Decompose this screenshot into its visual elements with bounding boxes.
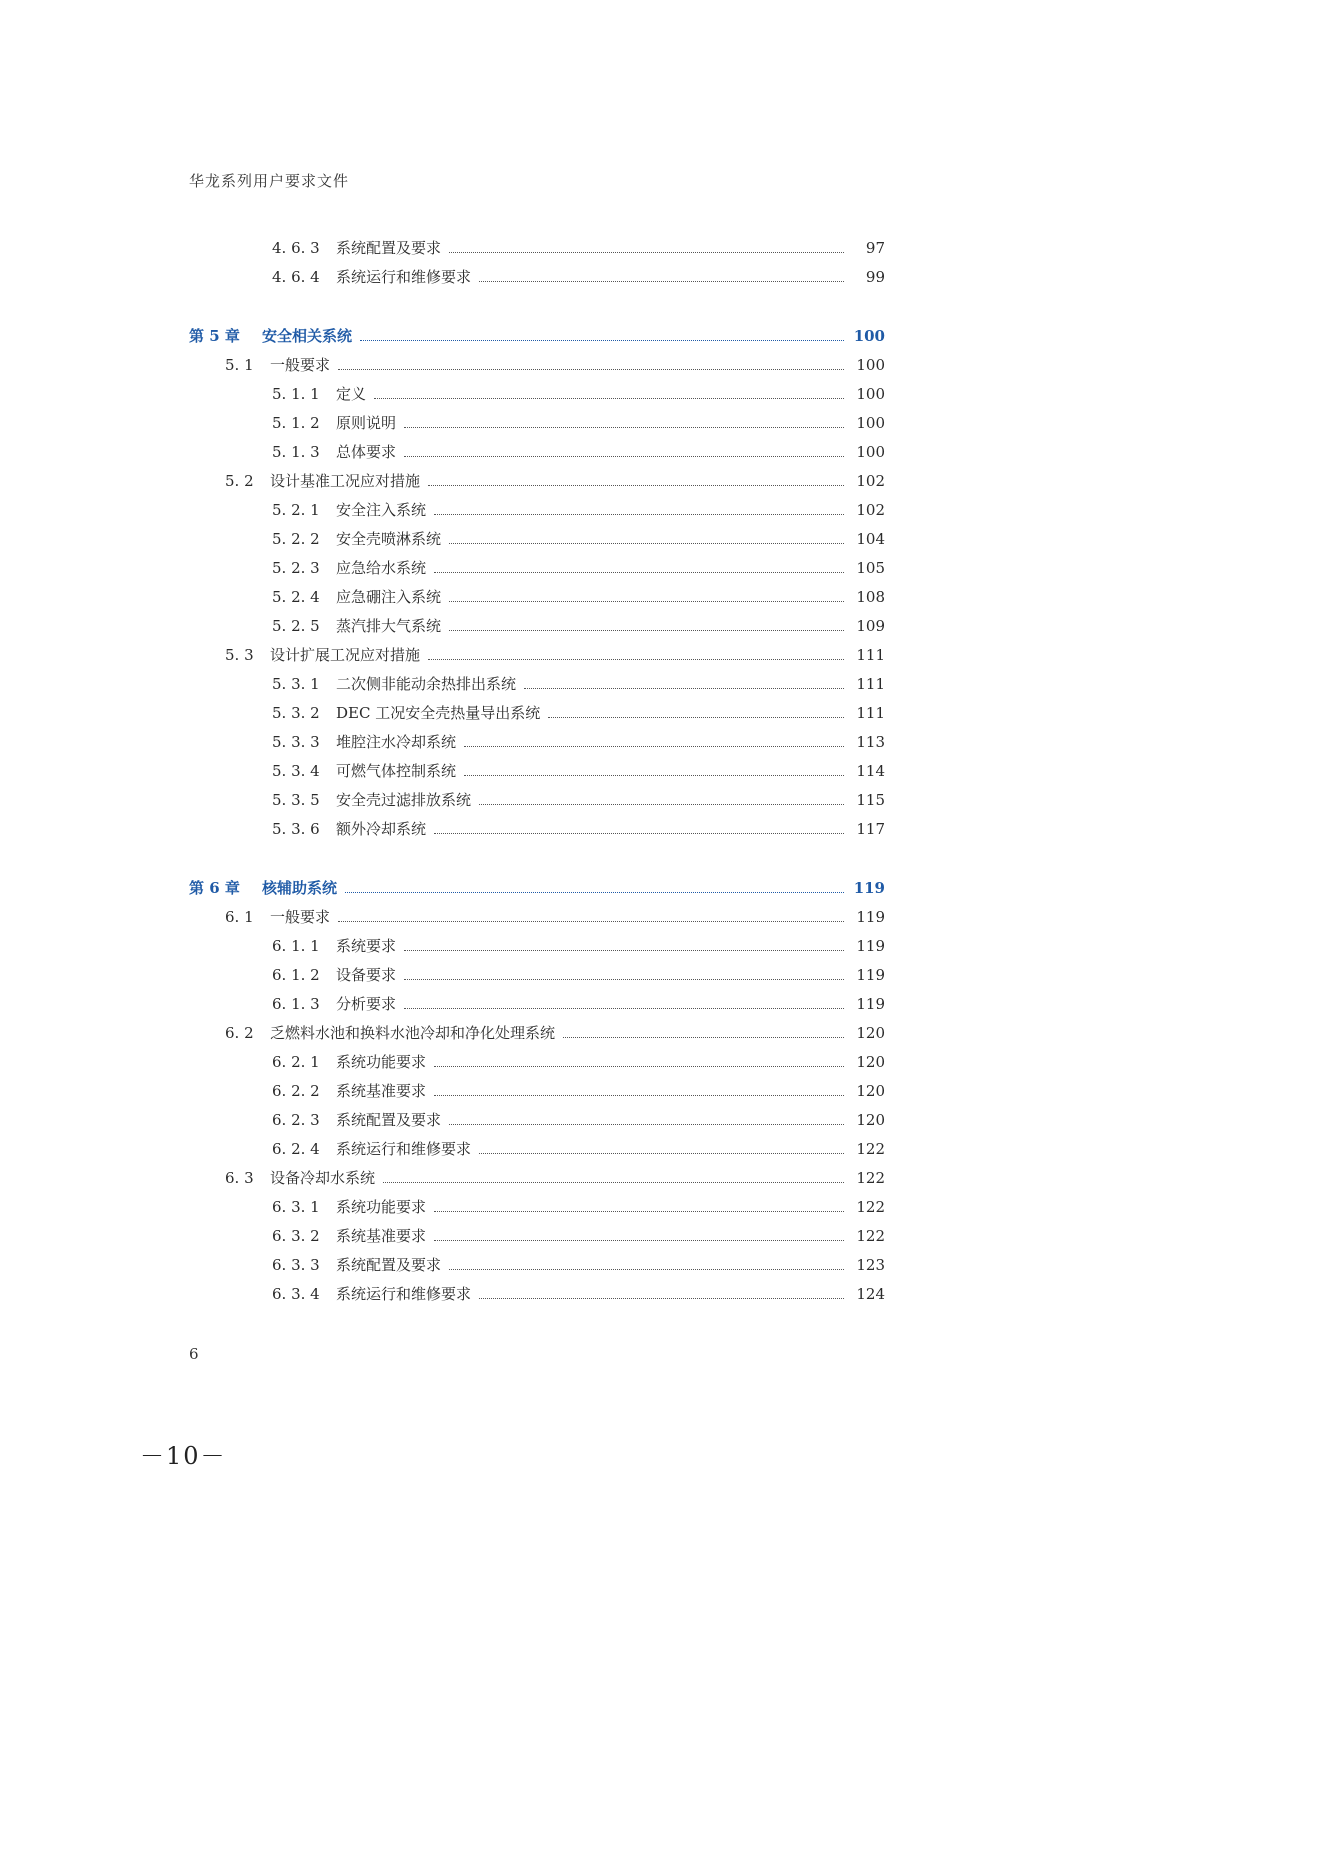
toc-entry-page: 117 bbox=[845, 818, 885, 840]
toc-entry-number: 6. 2. 1 bbox=[272, 1053, 320, 1071]
toc-entry-title: 额外冷却系统 bbox=[336, 818, 432, 840]
toc-entry-page: 122 bbox=[845, 1138, 885, 1160]
toc-entry-page: 111 bbox=[845, 702, 885, 724]
toc-entry-title: 堆腔注水冷却系统 bbox=[336, 731, 462, 753]
toc-entry[interactable] bbox=[0, 1254, 1100, 1276]
toc-entry-title: 应急给水系统 bbox=[336, 557, 432, 579]
toc-entry[interactable] bbox=[0, 644, 1100, 666]
toc-entry-number: 5. 2. 3 bbox=[272, 559, 320, 577]
toc-entry-title: 系统运行和维修要求 bbox=[336, 1283, 477, 1305]
toc-entry[interactable] bbox=[0, 673, 1100, 695]
toc-entry[interactable] bbox=[0, 354, 1100, 376]
toc-entry-page: 120 bbox=[845, 1109, 885, 1131]
toc-entry-title: 设计扩展工况应对措施 bbox=[270, 644, 426, 666]
toc-entry-number: 6. 2. 4 bbox=[272, 1140, 320, 1158]
toc-entry-page: 124 bbox=[845, 1283, 885, 1305]
toc-entry-title: 原则说明 bbox=[336, 412, 402, 434]
toc-entry-page: 120 bbox=[845, 1022, 885, 1044]
toc-entry[interactable] bbox=[0, 935, 1100, 957]
toc-entry-number: 5. 3. 4 bbox=[272, 762, 320, 780]
toc-entry-page: 100 bbox=[845, 383, 885, 405]
toc-entry-title: 系统要求 bbox=[336, 935, 402, 957]
toc-entry-page: 109 bbox=[845, 615, 885, 637]
toc-leader-dots bbox=[434, 811, 844, 834]
toc-entry-number: 6. 1. 1 bbox=[272, 937, 320, 955]
toc-entry-number: 6. 3. 4 bbox=[272, 1285, 320, 1303]
toc-entry[interactable] bbox=[0, 964, 1100, 986]
toc-entry-title: 一般要求 bbox=[270, 354, 336, 376]
toc-entry-title: 系统配置及要求 bbox=[336, 1254, 447, 1276]
toc-leader-dots bbox=[449, 608, 844, 631]
toc-entry-number: 5. 2. 1 bbox=[272, 501, 320, 519]
toc-entry[interactable] bbox=[0, 1109, 1100, 1131]
toc-entry-title: 设备冷却水系统 bbox=[270, 1167, 381, 1189]
toc-entry-page: 108 bbox=[845, 586, 885, 608]
toc-entry-page: 120 bbox=[845, 1051, 885, 1073]
toc-leader-dots bbox=[449, 1102, 844, 1125]
toc-entry[interactable] bbox=[0, 818, 1100, 840]
toc-entry-number: 5. 2. 4 bbox=[272, 588, 320, 606]
toc-entry-number: 6. 3. 3 bbox=[272, 1256, 320, 1274]
toc-entry[interactable] bbox=[0, 470, 1100, 492]
toc-entry[interactable] bbox=[0, 615, 1100, 637]
toc-entry-number: 6. 3 bbox=[225, 1169, 254, 1187]
toc-entry-number: 5. 2. 5 bbox=[272, 617, 320, 635]
toc-entry-page: 111 bbox=[845, 673, 885, 695]
toc-entry-page: 119 bbox=[845, 935, 885, 957]
toc-entry-page: 102 bbox=[845, 499, 885, 521]
toc-entry[interactable] bbox=[0, 383, 1100, 405]
toc-entry-title: 应急硼注入系统 bbox=[336, 586, 447, 608]
toc-entry-number: 5. 1. 1 bbox=[272, 385, 320, 403]
toc-entry-page: 105 bbox=[845, 557, 885, 579]
toc-entry[interactable] bbox=[0, 993, 1100, 1015]
toc-entry-title: 安全相关系统 bbox=[262, 325, 358, 347]
toc-leader-dots bbox=[464, 753, 844, 776]
toc-leader-dots bbox=[434, 550, 844, 573]
toc-entry-page: 113 bbox=[845, 731, 885, 753]
toc-leader-dots bbox=[479, 1131, 844, 1154]
toc-entry[interactable] bbox=[0, 441, 1100, 463]
toc-leader-dots bbox=[404, 957, 844, 980]
toc-entry[interactable] bbox=[0, 1138, 1100, 1160]
toc-leader-dots bbox=[345, 870, 844, 893]
toc-entry[interactable] bbox=[0, 789, 1100, 811]
toc-entry-number: 6. 3. 2 bbox=[272, 1227, 320, 1245]
toc-entry[interactable] bbox=[0, 1167, 1100, 1189]
toc-leader-dots bbox=[449, 1247, 844, 1270]
toc-leader-dots bbox=[434, 1044, 844, 1067]
toc-entry-title: 系统运行和维修要求 bbox=[336, 266, 477, 288]
toc-entry-page: 102 bbox=[845, 470, 885, 492]
toc-entry[interactable] bbox=[0, 1283, 1100, 1305]
toc-entry-title: 系统功能要求 bbox=[336, 1196, 432, 1218]
toc-entry-title: DEC 工况安全壳热量导出系统 bbox=[336, 702, 546, 724]
toc-entry-title: 系统功能要求 bbox=[336, 1051, 432, 1073]
page-number: 6 bbox=[189, 1345, 199, 1363]
toc-entry-title: 安全壳喷淋系统 bbox=[336, 528, 447, 550]
toc-entry-title: 设计基准工况应对措施 bbox=[270, 470, 426, 492]
toc-leader-dots bbox=[563, 1015, 844, 1038]
toc-entry[interactable] bbox=[0, 266, 1100, 288]
toc-entry-title: 系统配置及要求 bbox=[336, 237, 447, 259]
toc-entry-page: 119 bbox=[845, 964, 885, 986]
toc-entry[interactable] bbox=[0, 1051, 1100, 1073]
toc-leader-dots bbox=[434, 1218, 844, 1241]
toc-entry-title: 定义 bbox=[336, 383, 372, 405]
toc-entry-page: 97 bbox=[845, 237, 885, 259]
toc-leader-dots bbox=[404, 405, 844, 428]
toc-entry[interactable] bbox=[0, 731, 1100, 753]
toc-entry-number: 5. 2 bbox=[225, 472, 254, 490]
toc-entry[interactable] bbox=[0, 1225, 1100, 1247]
toc-entry-number: 5. 3. 5 bbox=[272, 791, 320, 809]
toc-entry[interactable] bbox=[0, 586, 1100, 608]
toc-entry-number: 5. 1. 2 bbox=[272, 414, 320, 432]
toc-leader-dots bbox=[338, 347, 844, 370]
toc-leader-dots bbox=[338, 899, 844, 922]
toc-entry-number: 6. 2. 2 bbox=[272, 1082, 320, 1100]
toc-entry-title: 设备要求 bbox=[336, 964, 402, 986]
toc-entry-page: 114 bbox=[845, 760, 885, 782]
toc-entry-page: 122 bbox=[845, 1167, 885, 1189]
toc-entry-number: 6. 2 bbox=[225, 1024, 254, 1042]
toc-entry-number: 6. 1. 3 bbox=[272, 995, 320, 1013]
toc-entry-title: 安全壳过滤排放系统 bbox=[336, 789, 477, 811]
toc-entry-number: 6. 2. 3 bbox=[272, 1111, 320, 1129]
toc-leader-dots bbox=[428, 637, 844, 660]
toc-entry-title: 一般要求 bbox=[270, 906, 336, 928]
toc-entry-title: 乏燃料水池和换料水池冷却和净化处理系统 bbox=[270, 1022, 561, 1044]
toc-leader-dots bbox=[404, 434, 844, 457]
running-header: 华龙系列用户要求文件 bbox=[189, 172, 350, 190]
toc-entry-page: 104 bbox=[845, 528, 885, 550]
toc-entry-page: 119 bbox=[845, 906, 885, 928]
toc-entry-page: 123 bbox=[845, 1254, 885, 1276]
toc-entry-page: 99 bbox=[845, 266, 885, 288]
toc-leader-dots bbox=[404, 986, 844, 1009]
toc-entry-number: 6. 1. 2 bbox=[272, 966, 320, 984]
toc-entry-title: 安全注入系统 bbox=[336, 499, 432, 521]
toc-entry-number: 5. 3. 6 bbox=[272, 820, 320, 838]
toc-entry-number: 5. 3. 2 bbox=[272, 704, 320, 722]
toc-leader-dots bbox=[428, 463, 844, 486]
toc-leader-dots bbox=[524, 666, 844, 689]
toc-entry[interactable] bbox=[0, 499, 1100, 521]
toc-entry[interactable] bbox=[0, 1196, 1100, 1218]
toc-entry[interactable] bbox=[0, 557, 1100, 579]
toc-entry-number: 第 6 章 bbox=[189, 879, 240, 897]
toc-leader-dots bbox=[479, 259, 844, 282]
toc-entry[interactable] bbox=[0, 528, 1100, 550]
toc-entry[interactable] bbox=[0, 702, 1100, 724]
toc-entry-title: 系统运行和维修要求 bbox=[336, 1138, 477, 1160]
toc-entry-title: 分析要求 bbox=[336, 993, 402, 1015]
toc-entry-number: 第 5 章 bbox=[189, 327, 240, 345]
toc-entry[interactable] bbox=[0, 237, 1100, 259]
toc-entry-page: 100 bbox=[845, 354, 885, 376]
toc-entry-title: 系统基准要求 bbox=[336, 1225, 432, 1247]
toc-leader-dots bbox=[449, 521, 844, 544]
toc-entry-title: 二次侧非能动余热排出系统 bbox=[336, 673, 522, 695]
toc-entry-page: 120 bbox=[845, 1080, 885, 1102]
toc-entry-title: 核辅助系统 bbox=[262, 877, 343, 899]
toc-entry-number: 4. 6. 3 bbox=[272, 239, 320, 257]
toc-leader-dots bbox=[374, 376, 844, 399]
toc-entry[interactable] bbox=[0, 1022, 1100, 1044]
toc-entry-title: 系统基准要求 bbox=[336, 1080, 432, 1102]
toc-chapter-entry[interactable] bbox=[0, 877, 1100, 899]
toc-entry-page: 122 bbox=[845, 1196, 885, 1218]
toc-entry-number: 5. 2. 2 bbox=[272, 530, 320, 548]
toc-leader-dots bbox=[464, 724, 844, 747]
toc-entry-title: 可燃气体控制系统 bbox=[336, 760, 462, 782]
toc-entry-number: 5. 3. 1 bbox=[272, 675, 320, 693]
toc-leader-dots bbox=[449, 579, 844, 602]
toc-leader-dots bbox=[434, 1073, 844, 1096]
toc-entry-page: 119 bbox=[845, 993, 885, 1015]
toc-entry-page: 115 bbox=[845, 789, 885, 811]
toc-leader-dots bbox=[360, 318, 844, 341]
toc-entry-page: 100 bbox=[845, 325, 885, 347]
toc-entry-title: 蒸汽排大气系统 bbox=[336, 615, 447, 637]
toc-leader-dots bbox=[479, 1276, 844, 1299]
toc-entry[interactable] bbox=[0, 412, 1100, 434]
toc-entry-number: 6. 3. 1 bbox=[272, 1198, 320, 1216]
toc-entry-page: 100 bbox=[845, 441, 885, 463]
document-page-number: －10－ bbox=[140, 1442, 227, 1470]
toc-entry[interactable] bbox=[0, 906, 1100, 928]
toc-entry-page: 111 bbox=[845, 644, 885, 666]
toc-leader-dots bbox=[434, 1189, 844, 1212]
toc-entry[interactable] bbox=[0, 760, 1100, 782]
toc-leader-dots bbox=[449, 230, 844, 253]
toc-entry-number: 4. 6. 4 bbox=[272, 268, 320, 286]
toc-chapter-entry[interactable] bbox=[0, 325, 1100, 347]
toc-leader-dots bbox=[404, 928, 844, 951]
toc-entry-page: 122 bbox=[845, 1225, 885, 1247]
toc-leader-dots bbox=[383, 1160, 844, 1183]
toc-entry-number: 5. 1. 3 bbox=[272, 443, 320, 461]
toc-leader-dots bbox=[479, 782, 844, 805]
toc-leader-dots bbox=[434, 492, 844, 515]
toc-entry-page: 119 bbox=[845, 877, 885, 899]
toc-entry-number: 5. 3 bbox=[225, 646, 254, 664]
toc-leader-dots bbox=[548, 695, 844, 718]
toc-entry-title: 系统配置及要求 bbox=[336, 1109, 447, 1131]
toc-entry-title: 总体要求 bbox=[336, 441, 402, 463]
toc-entry-number: 5. 3. 3 bbox=[272, 733, 320, 751]
toc-entry-number: 6. 1 bbox=[225, 908, 254, 926]
toc-entry-number: 5. 1 bbox=[225, 356, 254, 374]
toc-entry[interactable] bbox=[0, 1080, 1100, 1102]
toc-entry-page: 100 bbox=[845, 412, 885, 434]
